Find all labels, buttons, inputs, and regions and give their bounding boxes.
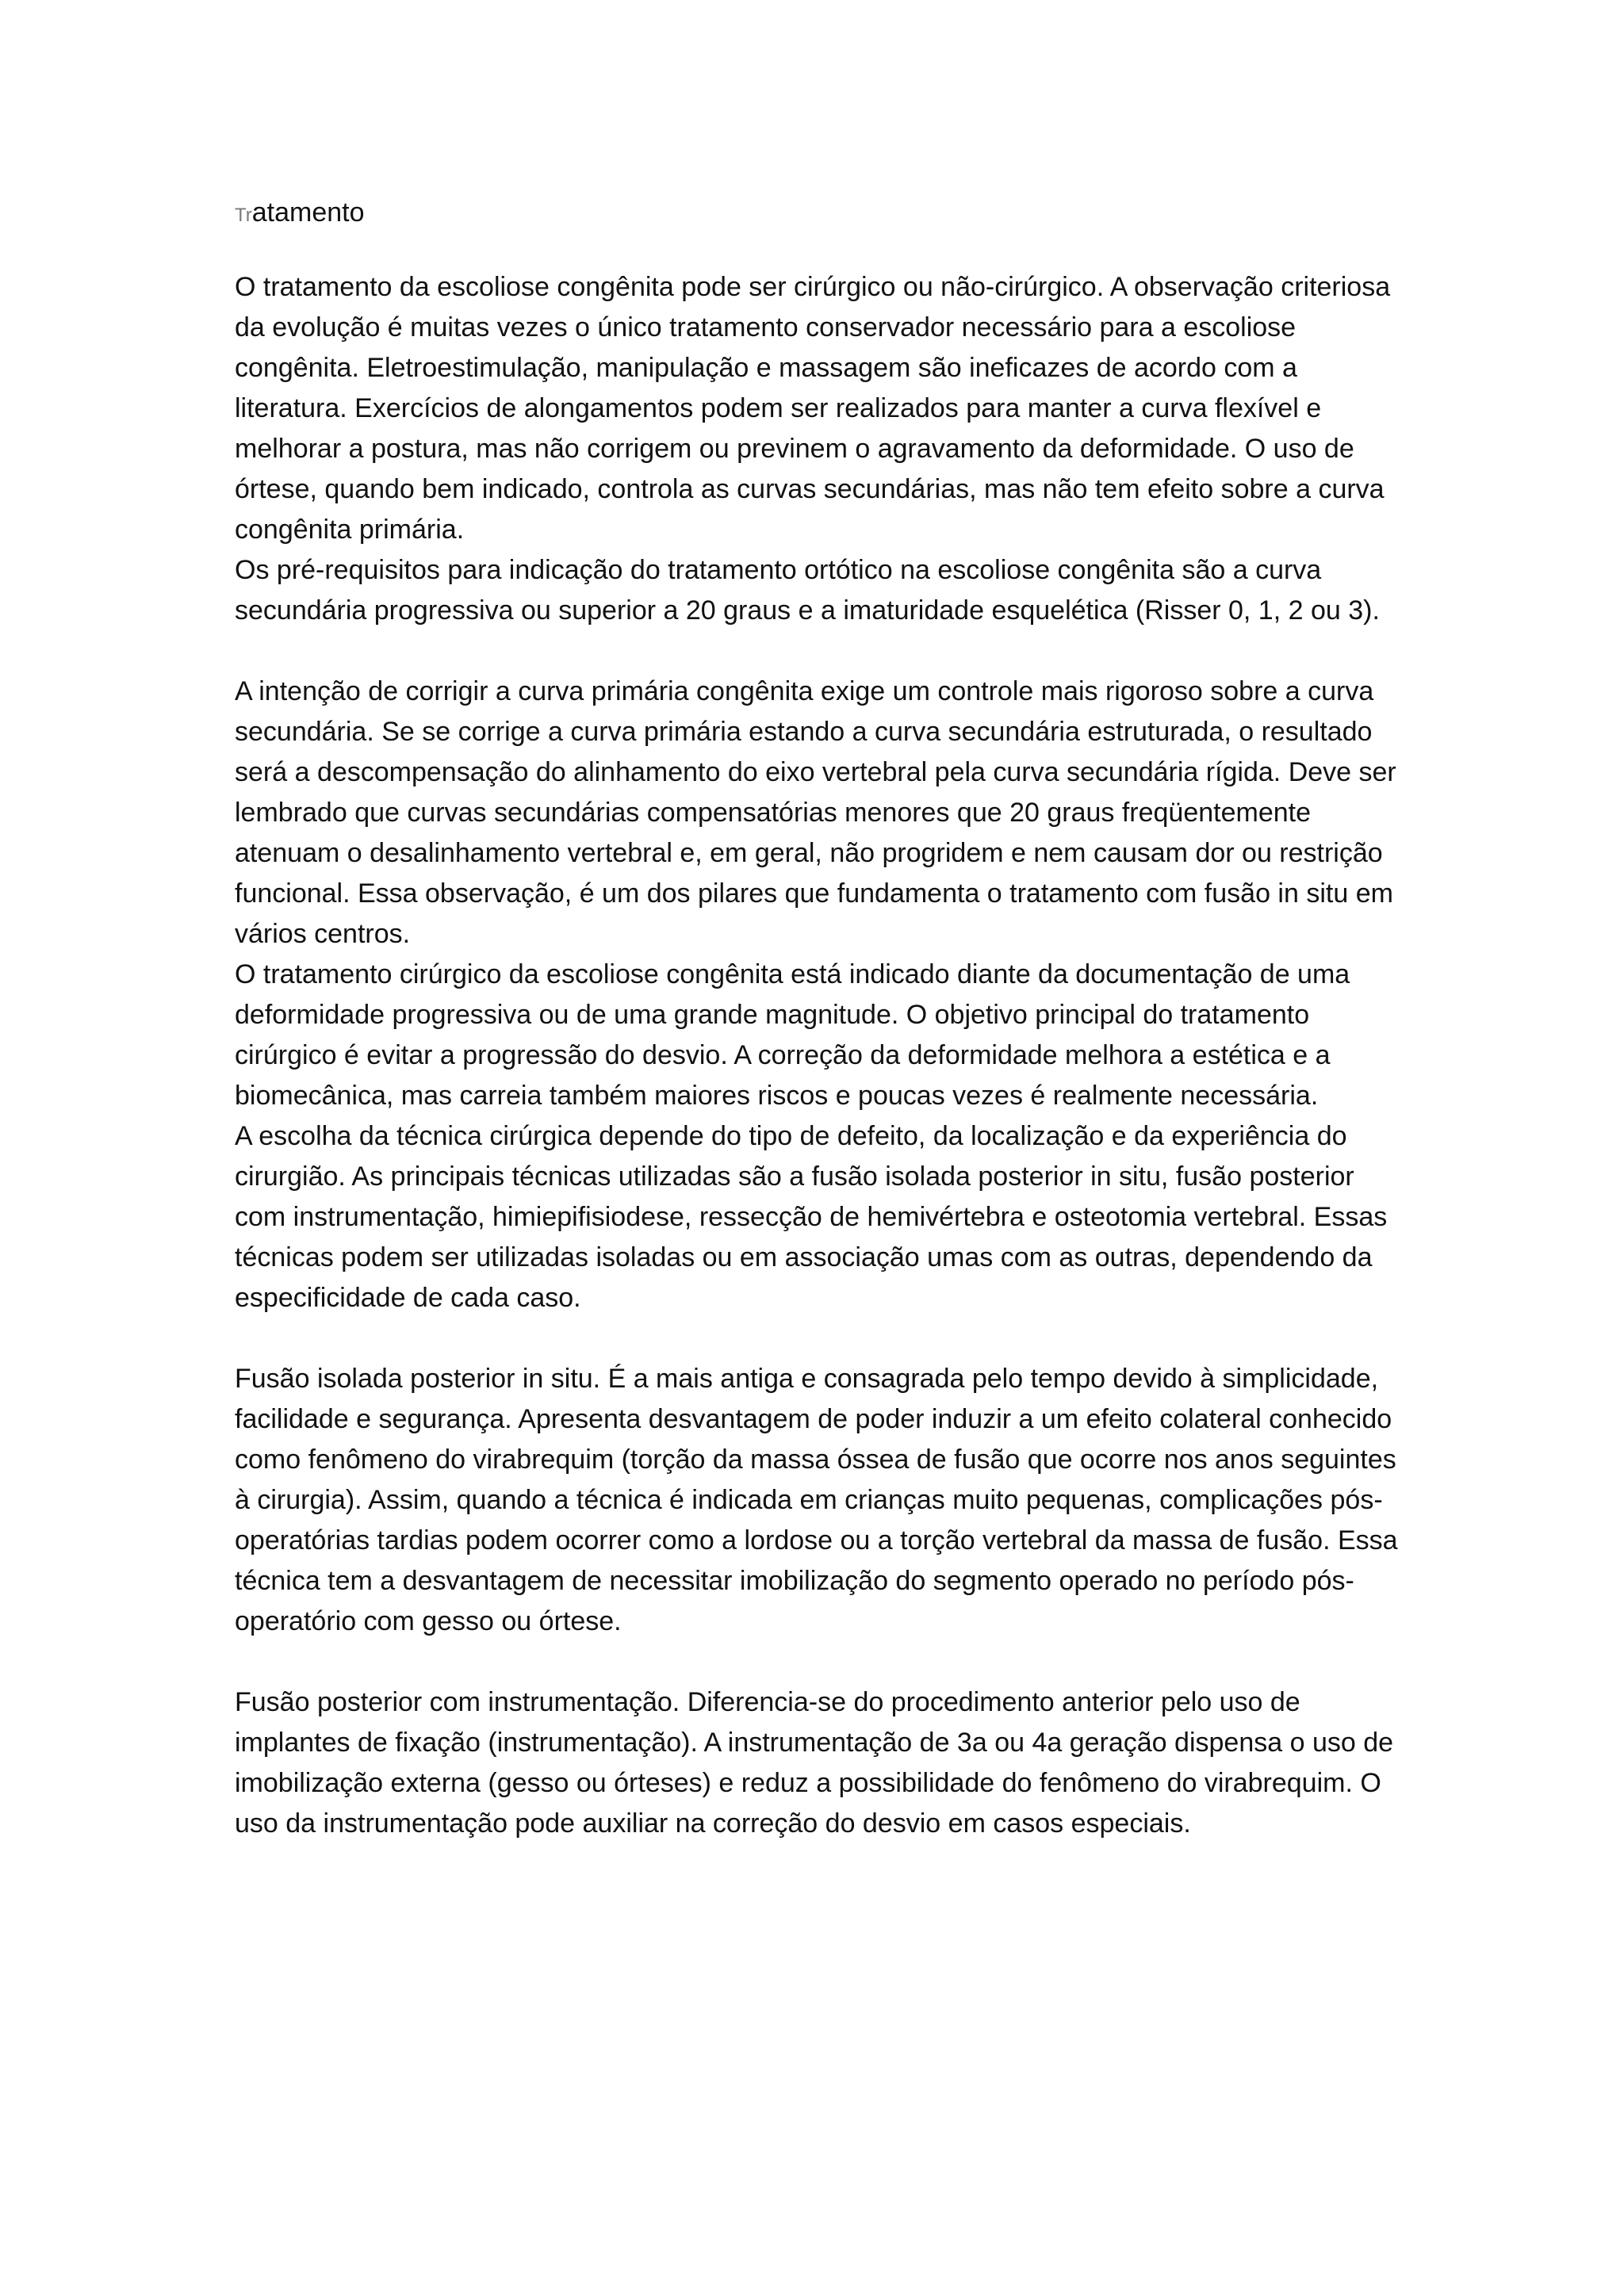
title-rest: atamento: [251, 197, 365, 228]
paragraph-gap: [235, 631, 1404, 672]
paragraph-primary-curve: A intenção de corrigir a curva primária congênita exige um controle mais rigoroso sobre a curva secundária. Se se corrige a curva primária estando a curva secundária estruturada, o resultado será a descompensação do alinhamento do eixo vertebral pela curva secundária rígida. Deve ser lembrado que curvas secundárias compensatórias menores que 20 graus freqüentemente atenuam o desalinhamento vertebral e, em geral, não progridem e nem causam dor ou restrição funcional. Essa observação, é um dos pilares que fundamenta o tratamento com fusão in situ em vários centros.: [235, 676, 1396, 949]
title-prefix: Tr: [235, 205, 252, 226]
paragraph-prerequisites: Os pré-requisitos para indicação do tratamento ortótico na escoliose congênita são a curva secundária progressiva ou superior a 20 graus e a imaturidade esquelética (Risser 0, 1, 2 ou 3).: [235, 555, 1380, 626]
paragraph-gap: [235, 1642, 1404, 1682]
paragraph-intro: O tratamento da escoliose congênita pode ser cirúrgico ou não-cirúrgico. A observação criteriosa da evolução é muitas vezes o único tratamento conservador necessário para a escoliose congênita. Eletroestimulação, manipulação e massagem são ineficazes de acordo com a literatura. Exercícios de alongamentos podem ser realizados para manter a curva flexível e melhorar a postura, mas não corrigem ou previnem o agravamento da deformidade. O uso de órtese, quando bem indicado, controla as curvas secundárias, mas não tem efeito sobre a curva congênita primária.: [235, 272, 1391, 545]
paragraph-isolated-fusion: Fusão isolada posterior in situ. É a mais antiga e consagrada pelo tempo devido à simplicidade, facilidade e segurança. Apresenta desvantagem de poder induzir a um efeito colateral conhecido como fenômeno do virabrequim (torção da massa óssea de fusão que ocorre nos anos seguintes à cirurgia). Assim, quando a técnica é indicada em crianças muito pequenas, complicações pós-operatórias tardias podem ocorrer como a lordose ou a torção vertebral da massa de fusão. Essa técnica tem a desvantagem de necessitar imobilização do segmento operado no período pós-operatório com gesso ou órtese.: [235, 1364, 1398, 1636]
paragraph-instrumented-fusion: Fusão posterior com instrumentação. Diferencia-se do procedimento anterior pelo uso de implantes de fixação (instrumentação). A instrumentação de 3a ou 4a geração dispensa o uso de imobilização externa (gesso ou órteses) e reduz a possibilidade do fenômeno do virabrequim. O uso da instrumentação pode auxiliar na correção do desvio em casos especiais.: [235, 1687, 1394, 1839]
document-page: [235, 193, 1404, 1844]
paragraph-gap: [235, 1318, 1404, 1359]
paragraph-surgical-treatment: O tratamento cirúrgico da escoliose congênita está indicado diante da documentação de uma deformidade progressiva ou de uma grande magnitude. O objetivo principal do tratamento cirúrgico é evitar a progressão do desvio. A correção da deformidade melhora a estética e a biomecânica, mas carreia também maiores riscos e poucas vezes é realmente necessária.: [235, 959, 1350, 1111]
paragraph-technique-choice: A escolha da técnica cirúrgica depende do tipo de defeito, da localização e da experiência do cirurgião. As principais técnicas utilizadas são a fusão isolada posterior in situ, fusão posterior com instrumentação, himiepifisiodese, ressecção de hemivértebra e osteotomia vertebral. Essas técnicas podem ser utilizadas isoladas ou em associação umas com as outras, dependendo da especificidade de cada caso.: [235, 1121, 1388, 1313]
document-title: [235, 193, 1404, 235]
